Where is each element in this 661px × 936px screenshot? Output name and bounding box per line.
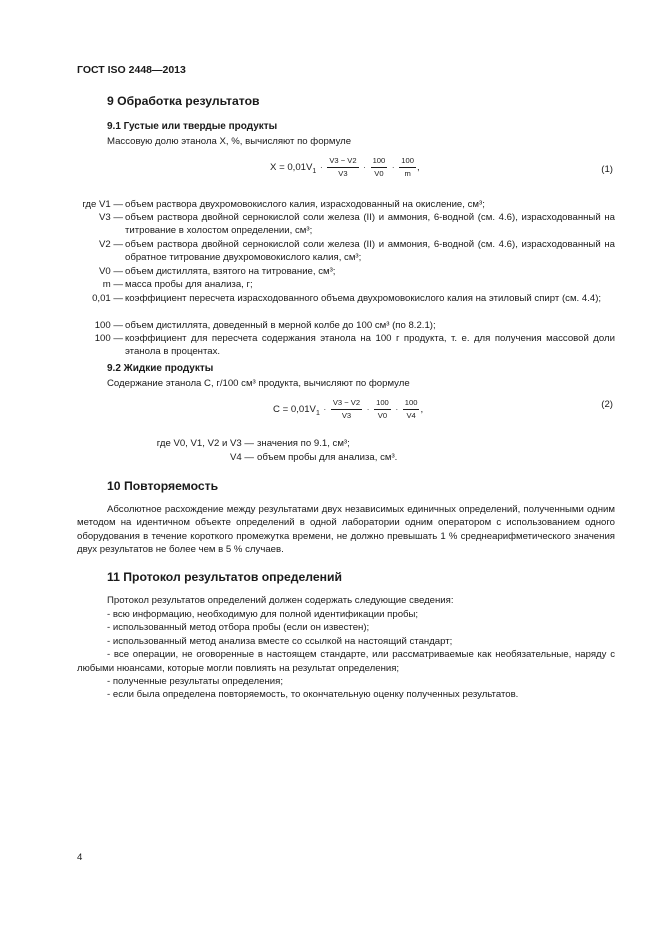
formula-1-fraction-1: $\frac{V3 - V2}{V3}$: [329, 156, 357, 178]
section-9-title: 9 Обработка результатов: [107, 94, 260, 108]
document-header: ГОСТ ISO 2448—2013: [77, 64, 186, 76]
list-item: - полученные результаты определения;: [107, 676, 284, 688]
formula-2-number: (2): [601, 399, 613, 410]
list-item: - использованный метод отбора пробы (если он известен);: [107, 622, 370, 634]
section-11-list: [77, 608, 615, 702]
subsection-9-2-title: 9.2 Жидкие продукты: [107, 363, 214, 374]
formula-1-lhs-sub: 1: [312, 167, 317, 175]
section-11-intro: Протокол результатов определений должен содержать следующие сведения:: [107, 595, 454, 606]
subsection-9-1-intro: Массовую долю этанола X, %, вычисляют по формуле: [107, 136, 352, 147]
subsection-9-2-intro: Содержание этанола C, г/100 см³ продукта, вычисляют по формуле: [107, 378, 410, 389]
formula-1-fraction-2: $\frac{100}{V0}$: [372, 156, 386, 178]
formula-1-fraction-3: $\frac{100}{m}$: [401, 156, 414, 178]
subsection-9-1-title: 9.1 Густые или твердые продукты: [107, 121, 278, 132]
section-10-title: 10 Повторяемость: [107, 479, 219, 493]
section-11-title: 11 Протокол результатов определений: [107, 570, 342, 584]
section-10-text: Абсолютное расхождение между результатами двух независимых единичных определений, полученными одним методом на идентичном объекте определений в одной лаборатории одним оператором с использованием одного оборудования в течение короткого промежутка времени, не должно превышать 1 % среднеарифметического значения двух результатов не более чем в 5 % случаев.: [77, 504, 615, 556]
list-item: - все операции, не оговоренные в настоящем стандарте, или рассматриваемые как необязательные, наряду с любыми нюансами, которые могли повлиять на результат определения;: [77, 649, 615, 674]
formula-2-fraction-2: $\frac{100}{V0}$: [376, 398, 389, 420]
formula-1-number: (1): [601, 164, 613, 175]
list-item: - использованный метод анализа вместе со ссылкой на настоящий стандарт;: [107, 635, 453, 647]
formula-2-fraction-1: $\frac{V3 - V2}{V3}$: [332, 398, 361, 420]
list-item: - всю информацию, необходимую для полной идентификации пробы;: [107, 609, 419, 620]
formula-2-fraction-3: $\frac{100}{V4}$: [404, 398, 418, 420]
formula-2-lhs: C = 0,01V: [273, 404, 316, 416]
page-number: 4: [77, 852, 83, 863]
formula-1-lhs: X = 0,01V: [270, 162, 313, 174]
formula-2-lhs-sub: 1: [315, 409, 320, 417]
formula-1: $X = 0,01V_1$ · $\frac{V3 - V2}{V3}$ · $\frac{100}{V0}$ · $\frac{100}{m}$ ,: [270, 156, 420, 178]
formula-2: $C = 0,01V_1$ · $\frac{V3 - V2}{V3}$ · $\frac{100}{V0}$ · $\frac{100}{V4}$ ,: [273, 398, 424, 420]
list-item: - если была определена повторяемость, то окончательную оценку полученных результатов.: [107, 689, 519, 701]
